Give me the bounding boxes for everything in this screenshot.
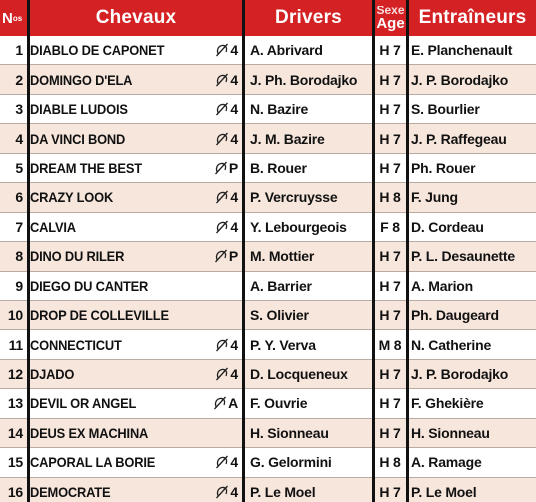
header-drivers-label: Drivers: [275, 7, 342, 28]
header-chevaux: [30, 0, 242, 36]
shoeing-indicator: [210, 242, 240, 270]
driver-name: P. Vercruysse: [250, 189, 338, 206]
driver-name: B. Rouer: [250, 159, 307, 176]
driver-name: H. Sionneau: [250, 424, 329, 441]
horse-name: CAPORAL LA BORIE: [30, 454, 156, 471]
driver-name: Y. Lebourgeois: [250, 218, 347, 235]
horse-name: DEMOCRATE: [30, 483, 111, 500]
trainer-name: F. Jung: [411, 189, 458, 206]
row-number: 15: [7, 454, 23, 471]
row-number: 6: [15, 189, 23, 206]
header-sexe-age: [375, 0, 406, 36]
shoeing-code: A: [228, 395, 238, 412]
horse-name: CONNECTICUT: [30, 336, 122, 353]
row-number: 9: [15, 277, 23, 294]
sex-age: H 7: [379, 366, 401, 383]
trainer-name: J. P. Borodajko: [411, 71, 509, 88]
shoeing-code: P: [228, 159, 238, 176]
sex-age: H 7: [379, 42, 401, 59]
column-divider: [372, 0, 375, 502]
table-row: [0, 154, 536, 183]
trainer-name: P. Le Moel: [411, 483, 477, 500]
table-row: [0, 360, 536, 389]
row-number: 13: [7, 395, 23, 412]
row-number: 1: [15, 42, 23, 59]
horse-name: DJADO: [30, 366, 75, 383]
table-body: [0, 36, 536, 502]
driver-name: G. Gelormini: [250, 454, 332, 471]
row-number: 3: [15, 101, 23, 118]
shoeing-indicator: [210, 213, 240, 241]
horseshoe-slash-icon: [215, 132, 229, 146]
table-row: [0, 242, 536, 271]
horse-name: DIABLE LUDOIS: [30, 101, 128, 118]
horse-name: CALVIA: [30, 218, 76, 235]
header-entraineurs-label: Entraîneurs: [418, 7, 527, 28]
driver-name: S. Olivier: [250, 307, 309, 324]
table-row: [0, 330, 536, 359]
sex-age: M 8: [378, 336, 402, 353]
row-number: 10: [7, 307, 23, 324]
header-sexe-label: Sexe: [376, 5, 405, 16]
shoeing-indicator: [210, 389, 240, 417]
horseshoe-slash-icon: [213, 396, 227, 410]
table-row: [0, 183, 536, 212]
shoeing-code: 4: [230, 130, 238, 147]
trainer-name: H. Sionneau: [411, 424, 490, 441]
trainer-name: D. Cordeau: [411, 218, 484, 235]
shoeing-code: 4: [230, 483, 238, 500]
table-row: [0, 95, 536, 124]
shoeing-indicator: [210, 65, 240, 93]
shoeing-code: 4: [230, 218, 238, 235]
driver-name: M. Mottier: [250, 248, 315, 265]
table-row: [0, 478, 536, 502]
horseshoe-slash-icon: [214, 249, 228, 263]
sex-age: H 8: [379, 454, 401, 471]
horse-name: DIABLO DE CAPONET: [30, 42, 165, 59]
horseshoe-slash-icon: [215, 73, 229, 87]
horseshoe-slash-icon: [215, 455, 229, 469]
sex-age: H 7: [379, 101, 401, 118]
driver-name: A. Barrier: [250, 277, 312, 294]
sex-age: H 7: [379, 159, 401, 176]
horse-name: DA VINCI BOND: [30, 130, 126, 147]
column-divider: [406, 0, 409, 502]
header-entraineurs: [409, 0, 536, 36]
sex-age: F 8: [380, 218, 400, 235]
row-number: 5: [15, 159, 23, 176]
sex-age: H 7: [379, 483, 401, 500]
header-age-label: Age: [376, 14, 405, 32]
driver-name: P. Le Moel: [250, 483, 316, 500]
shoeing-indicator: [210, 124, 240, 152]
driver-name: N. Bazire: [250, 101, 309, 118]
header-drivers: [245, 0, 372, 36]
column-divider: [242, 0, 245, 502]
shoeing-code: 4: [230, 366, 238, 383]
horse-name: DINO DU RILER: [30, 248, 125, 265]
horse-name: DEVIL OR ANGEL: [30, 395, 137, 412]
horseshoe-slash-icon: [215, 367, 229, 381]
shoeing-code: 4: [230, 454, 238, 471]
trainer-name: A. Ramage: [411, 454, 482, 471]
trainer-name: J. P. Borodajko: [411, 366, 509, 383]
row-number: 2: [15, 71, 23, 88]
shoeing-code: 4: [230, 189, 238, 206]
driver-name: F. Ouvrie: [250, 395, 308, 412]
horseshoe-slash-icon: [215, 220, 229, 234]
sex-age: H 7: [379, 307, 401, 324]
sex-age: H 7: [379, 248, 401, 265]
horse-name: CRAZY LOOK: [30, 189, 114, 206]
sex-age: H 8: [379, 189, 401, 206]
horseshoe-slash-icon: [215, 485, 229, 499]
driver-name: J. M. Bazire: [250, 130, 325, 147]
shoeing-code: 4: [230, 101, 238, 118]
row-number: 8: [15, 248, 23, 265]
horseshoe-slash-icon: [215, 43, 229, 57]
table-row: [0, 301, 536, 330]
horse-name: DOMINGO D'ELA: [30, 71, 133, 88]
trainer-name: S. Bourlier: [411, 101, 480, 118]
table-row: [0, 448, 536, 477]
horse-name: DROP DE COLLEVILLE: [30, 307, 169, 324]
horse-name: DIEGO DU CANTER: [30, 277, 149, 294]
row-number: 14: [7, 424, 23, 441]
trainer-name: P. L. Desaunette: [411, 248, 515, 265]
shoeing-indicator: [210, 95, 240, 123]
trainer-name: N. Catherine: [411, 336, 492, 353]
table-row: [0, 213, 536, 242]
horseshoe-slash-icon: [214, 161, 228, 175]
header-chevaux-label: Chevaux: [95, 7, 177, 28]
trainer-name: E. Planchenault: [411, 42, 513, 59]
horse-name: DEUS EX MACHINA: [30, 424, 149, 441]
table-row: [0, 65, 536, 94]
sex-age: H 7: [379, 130, 401, 147]
trainer-name: A. Marion: [411, 277, 473, 294]
shoeing-code: 4: [230, 336, 238, 353]
sex-age: H 7: [379, 424, 401, 441]
driver-name: A. Abrivard: [250, 42, 323, 59]
shoeing-indicator: [210, 154, 240, 182]
shoeing-code: 4: [230, 71, 238, 88]
driver-name: J. Ph. Borodajko: [250, 71, 358, 88]
table-row: [0, 36, 536, 65]
shoeing-indicator: [210, 183, 240, 211]
shoeing-code: 4: [230, 42, 238, 59]
row-number: 7: [15, 218, 23, 235]
shoeing-indicator: [210, 478, 240, 502]
trainer-name: Ph. Daugeard: [411, 307, 499, 324]
driver-name: P. Y. Verva: [250, 336, 316, 353]
column-divider: [27, 0, 30, 502]
row-number: 12: [7, 366, 23, 383]
table-row: [0, 272, 536, 301]
trainer-name: Ph. Rouer: [411, 159, 476, 176]
shoeing-indicator: [210, 360, 240, 388]
header-nos-label: N: [2, 9, 13, 27]
sex-age: H 7: [379, 277, 401, 294]
shoeing-indicator: [210, 330, 240, 358]
shoeing-indicator: [210, 448, 240, 476]
trainer-name: J. P. Raffegeau: [411, 130, 507, 147]
shoeing-indicator: [210, 36, 240, 64]
row-number: 16: [7, 483, 23, 500]
sex-age: H 7: [379, 71, 401, 88]
sex-age: H 7: [379, 395, 401, 412]
table-row: [0, 124, 536, 153]
table-row: [0, 389, 536, 418]
trainer-name: F. Ghekière: [411, 395, 484, 412]
horseshoe-slash-icon: [215, 338, 229, 352]
header-nos-sup: os: [12, 13, 23, 23]
header-nos: [0, 0, 27, 36]
driver-name: D. Locqueneux: [250, 366, 348, 383]
shoeing-code: P: [228, 248, 238, 265]
horseshoe-slash-icon: [215, 190, 229, 204]
horse-name: DREAM THE BEST: [30, 159, 142, 176]
horseshoe-slash-icon: [215, 102, 229, 116]
table-row: [0, 419, 536, 448]
row-number: 4: [15, 130, 23, 147]
row-number: 11: [8, 336, 23, 353]
